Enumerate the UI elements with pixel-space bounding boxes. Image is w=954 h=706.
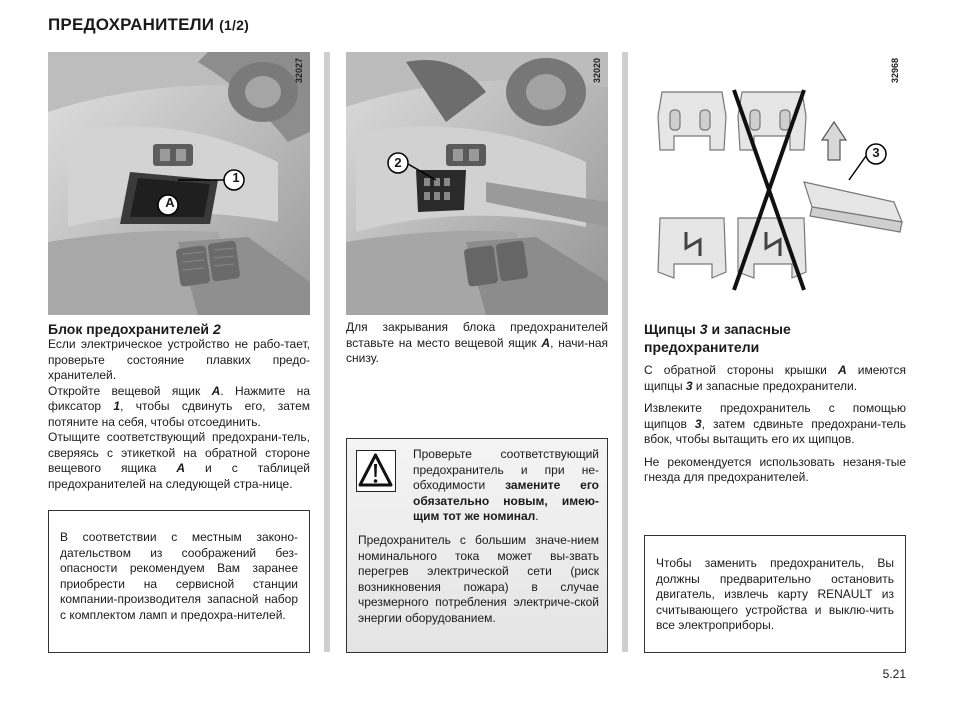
fuse-block-heading-text: Блок предохранителей — [48, 321, 213, 337]
col3-paragraph-2: Извлеките предохранитель с помощью щипцов 3, затем сдвиньте предохрани-тель вбок, чтобы вытащить его их щипцов. — [644, 401, 906, 446]
callout-a: A — [165, 195, 175, 210]
warning-text-2: Предохранитель с большим значе-нием номинального тока может вы-звать перегрев электрической сети (риск возникновения пожара) в случае чрезмерного потребления электриче-ской энергии оборудованием. — [358, 533, 599, 625]
figure-code-3: 32968 — [890, 58, 900, 84]
col1-paragraph-2: Откройте вещевой ящик A. Нажмите на фиксатор 1, чтобы сдвинуть его, затем потяните на себя, чтобы отсоединить. — [48, 383, 310, 429]
col3-paragraph-3: Не рекомендуется использовать незаня-тые гнезда для предохранителей. — [644, 454, 906, 484]
figure-code-2: 32020 — [592, 58, 602, 84]
callout-3: 3 — [872, 145, 880, 160]
warning-icon — [356, 450, 396, 492]
glovebox-photo — [48, 52, 310, 315]
col1-paragraph-1: Если электрическое устройство не рабо-тает, проверьте состояние плавких предо-хранителей. — [48, 337, 310, 382]
page-title — [48, 15, 249, 35]
warning-box — [346, 438, 608, 653]
col3-paragraph-1: С обратной стороны крышки A имеются щипцы 3 и запасные предохранители. — [644, 363, 906, 393]
engine-stop-note-box — [644, 535, 906, 653]
warning-text-1: Проверьте соответствующий предохранитель и при не-обходимости замените его обязательно новым, имею-щим тот же номинал. — [413, 447, 599, 523]
page-title-main: ПРЕДОХРАНИТЕЛИ — [48, 15, 215, 34]
page-number: 5.21 — [882, 667, 906, 681]
col3-text — [644, 363, 906, 486]
spare-kit-note-box — [48, 510, 310, 653]
column-divider-2 — [622, 52, 628, 652]
fuse-pliers-diagram — [644, 52, 906, 315]
col1-text — [48, 337, 310, 492]
figure-code-1: 32027 — [294, 58, 304, 84]
callout-2: 2 — [394, 155, 402, 170]
fuse-block-heading-num: 2 — [212, 321, 221, 337]
engine-stop-note: Чтобы заменить предохранитель, Вы должны предварительно остановить двигатель, извлечь карту RENAULT из считывающего устройства и выклю-чить все электроприборы. — [656, 556, 894, 632]
column-divider-1 — [324, 52, 330, 652]
col1-paragraph-3: Отыщите соответствующий предохрани-тель, сверяясь с этикеткой на обратной стороне вещевого ящика A и с таблицей предохранителей на следующей стра-нице. — [48, 430, 310, 491]
col2-text — [346, 320, 608, 367]
spare-kit-note: В соответствии с местным законо-дательством из соображений без-опасности рекомендуем Вам заранее приобрести на сервисной станции компании-производителя запасной набор с комплектом ламп и предохра-нителей. — [60, 530, 298, 622]
callout-1: 1 — [232, 170, 240, 185]
pliers-heading: Щипцы 3 и запасные предохранители — [644, 321, 791, 355]
fuse-box-photo — [346, 52, 608, 315]
fuse-block-heading — [48, 320, 310, 338]
col2-paragraph-1: Для закрывания блока предохранителей вставьте на место вещевой ящик A, начи-ная снизу. — [346, 320, 608, 365]
page-title-sub: (1/2) — [219, 17, 249, 33]
